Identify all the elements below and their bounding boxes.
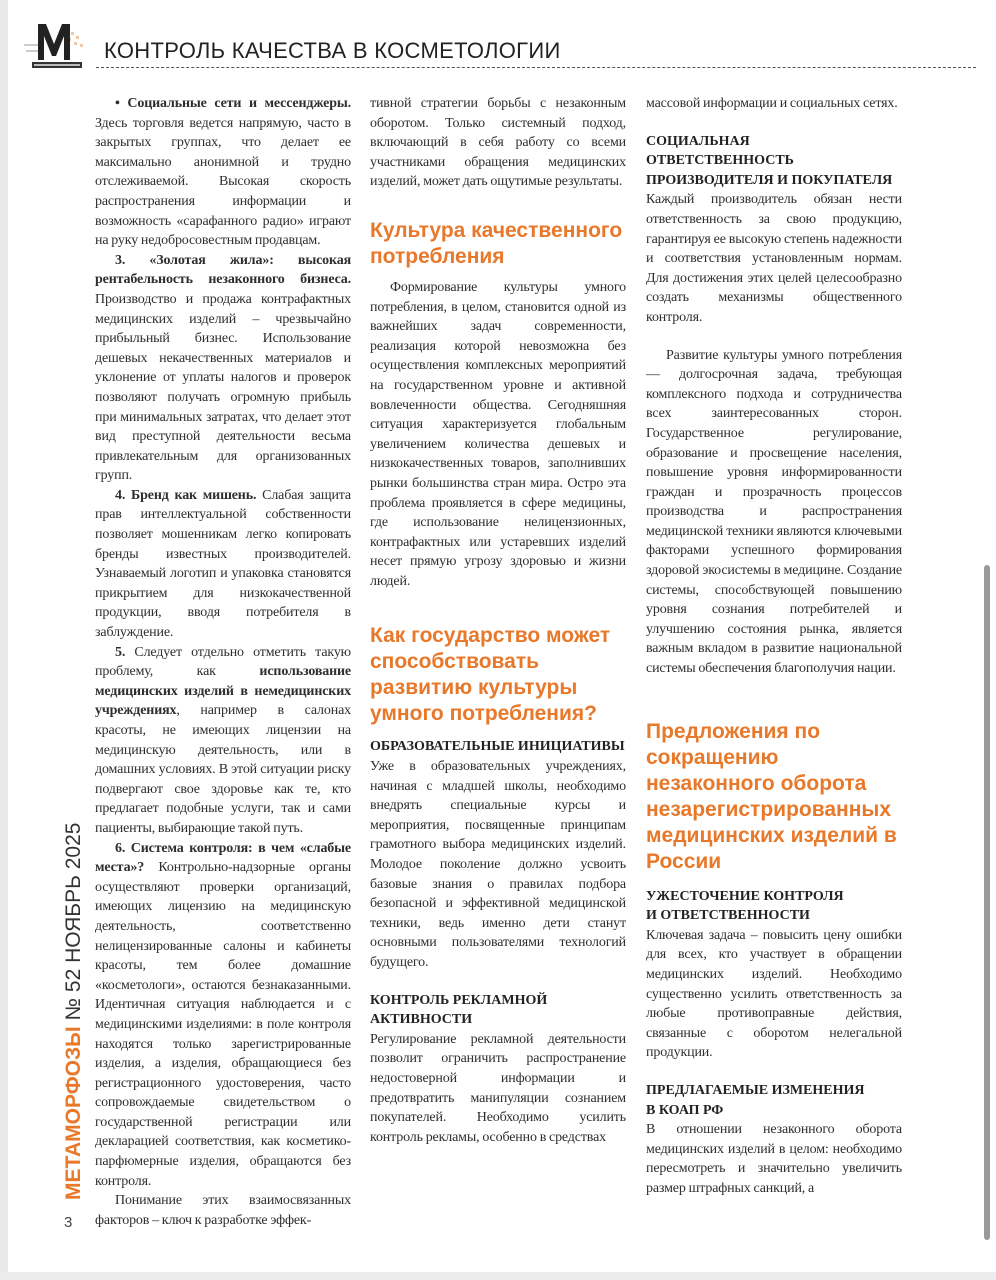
- issue-label: [62, 823, 86, 1200]
- paragraph: В отношении незаконного оборота медицинских изделий в целом: необходимо пересмотреть и значительно увеличить размер штрафных санкций, а: [646, 1122, 902, 1196]
- lead-bold: • Социальные сети и мессенджеры.: [115, 96, 351, 111]
- paragraph: [95, 251, 351, 486]
- paragraph: [95, 94, 351, 251]
- lead-bold: 6. Система контроля: в чем «слабые места»?: [95, 840, 351, 876]
- paragraph: тивной стратегии борьбы с незаконным оборотом. Только системный подход, включающий в себя работу со всеми участниками обращения медицинских изделий, может дать ощутимые результаты.: [370, 96, 626, 190]
- paragraph: Формирование культуры умного потребления, в целом, становится одной из важнейших задач современности, реализация которой невозможна без осуществления комплексных мероприятий на государственном уровне и активной вовлеченности общества. Сегодняшняя ситуация характеризуется глобальным увеличением количества дешевых и низкокачественных товаров, заполнивших рынки большинства стран мира. Остро эта проблема проявляется в сфере медицины, где использование нелицензионных, контрафактных или устаревших изделий несет прямую угрозу здоровью и жизни людей.: [370, 279, 626, 589]
- text: Следует отдельно отметить такую проблему, как: [95, 644, 351, 680]
- text: Производство и продажа контрафактных медицинских изделий – чрезвычайно прибыльный бизнес. Использование дешевых некачественных материалов и уклонение от уплаты налогов и проверок позволяют получать огромную прибыль при минимальных затратах, что делает этот вид преступной деятельности весьма привлекательным для организованных групп.: [95, 291, 351, 484]
- column-2: [370, 94, 626, 1147]
- subheading-social: СОЦИАЛЬНАЯ ОТВЕТСТВЕННОСТЬ ПРОИЗВОДИТЕЛЯ И ПОКУПАТЕЛЯ: [646, 133, 893, 188]
- scrollbar[interactable]: [984, 565, 990, 1240]
- paragraph: [95, 839, 351, 1192]
- viewer-frame: [0, 0, 8, 1280]
- paragraph: массовой информации и социальных сетях.: [646, 96, 898, 111]
- page-number: 3: [64, 1214, 73, 1231]
- section-title: КОНТРОЛЬ КАЧЕСТВА В КОСМЕТОЛОГИИ: [104, 38, 561, 63]
- column-3: [646, 94, 902, 1199]
- paragraph: Каждый производитель обязан нести ответственность за свою продукцию, гарантируя ее высокую степень надежности и соответствия установленным нормам. Для достижения этих целей целесообразно создать механизмы общественного контроля.: [646, 192, 902, 325]
- text: Слабая защита прав интеллектуальной собственности позволяет мошенникам легко копировать бренды известных производителей. Узнаваемый логотип и упаковка становятся прикрытием для низкокачественной продукции, вводя потребителя в заблуждение.: [95, 487, 351, 641]
- paragraph: Развитие культуры умного потребления — долгосрочная задача, требующая комплексного подхода и сотрудничества всех заинтересованных сторон. Государственное регулирование, образование и просвещение населения, повышение уровня информированности граждан и прозрачность процессов производства и распространения медицинской техники являются ключевыми факторами успешного формирования здоровой экосистемы в медицине. Создание системы, способствующей повышению уровня сознания потребителей и улучшению состояния рынка, является важным вкладом в развитие национальной системы обеспечения благополучия нации.: [646, 347, 902, 677]
- subheading-koap: ПРЕДЛАГАЕМЫЕ ИЗМЕНЕНИЯ В КОАП РФ: [646, 1082, 865, 1118]
- heading-culture: Культура качественного потребления: [370, 218, 623, 268]
- text: Контрольно-надзорные органы осуществляют проверки организаций, имеющих лицензию на медицинскую деятельность, соответственно нелицензированные салоны и кабинеты красоты, тем более домашние «косметологи», остаются безнаказанными. Идентичная ситуация наблюдается и с медицинскими изделиями: в поле контроля находятся только зарегистрированные изделия, а изделия, обращающиеся без регистрационного удостоверения, часто сопровождаемые свидетельством о государственной регистрации или декларацией соответствия, как косметико-парфюмерные изделия, обращаются без контроля.: [95, 860, 351, 1189]
- issue-number: № 52 НОЯБРЬ 2025: [62, 822, 85, 1021]
- viewer-frame-bottom: [0, 1272, 996, 1280]
- paragraph: Уже в образовательных учреждениях, начиная с младшей школы, необходимо внедрять специальные курсы и мероприятия, посвященные принципам грамотного выбора медицинских изделий. Молодое поколение должно усвоить базовые знания о правилах подбора безопасной и эффективной медицинской техники, ведь именно дети станут основными пользователями технологий будущего.: [370, 759, 626, 970]
- text: Здесь торговля ведется напрямую, часто в закрытых группах, что делает ее максимально анонимной и трудно отслеживаемой. Высокая скорость распространения информации и возможность «сарафанного радио» играют на руку недобросовестным продавцам.: [95, 115, 351, 249]
- lead-bold: 3. «Золотая жила»: высокая рентабельность незаконного бизнеса.: [95, 252, 351, 288]
- lead-bold: 5.: [115, 644, 126, 660]
- paragraph: [95, 643, 351, 839]
- paragraph: Регулирование рекламной деятельности позволит ограничить распространение недостоверной информации и предотвратить манипуляции сознанием покупателей. Необходимо усилить контроль рекламы, особенно в средствах: [370, 1031, 626, 1145]
- header-divider: [96, 67, 976, 68]
- text: , например в салонах красоты, не имеющих лицензии на медицинскую деятельность, или в домашних условиях. В этой ситуации риску подвергают свое здоровье как те, кто предлагает подобные услуги, так и сами пациенты, выбирающие такой путь.: [95, 703, 351, 836]
- paragraph: Понимание этих взаимосвязанных факторов – ключ к разработке эффек-: [95, 1193, 351, 1228]
- paragraph: [95, 486, 351, 643]
- heading-state: Как государство может способствовать развитию культуры умного потребления?: [370, 624, 611, 726]
- paragraph: Ключевая задача – повысить цену ошибки для всех, кто участвует в обращении медицинских изделий. Необходимо существенно усилить ответственность за любые противоправные действия, связанные с оборотом нелегальной продукции.: [646, 927, 902, 1061]
- magazine-name: МЕТАМОРФОЗЫ: [62, 1026, 85, 1200]
- subheading-education: ОБРАЗОВАТЕЛЬНЫЕ ИНИЦИАТИВЫ: [370, 739, 625, 755]
- heading-proposals: Предложения по сокращению незаконного оборота незарегистрированных медицинских изделий в России: [646, 719, 897, 873]
- lead-bold: 4. Бренд как мишень.: [115, 487, 257, 503]
- subheading-ads: КОНТРОЛЬ РЕКЛАМНОЙ АКТИВНОСТИ: [370, 992, 548, 1028]
- column-1: [95, 94, 351, 1230]
- emphasis: использование медицинских изделий в немедицинских учреждениях: [95, 664, 351, 719]
- magazine-logo: [24, 20, 94, 72]
- subheading-tightening: УЖЕСТОЧЕНИЕ КОНТРОЛЯ И ОТВЕТСТВЕННОСТИ: [646, 888, 844, 924]
